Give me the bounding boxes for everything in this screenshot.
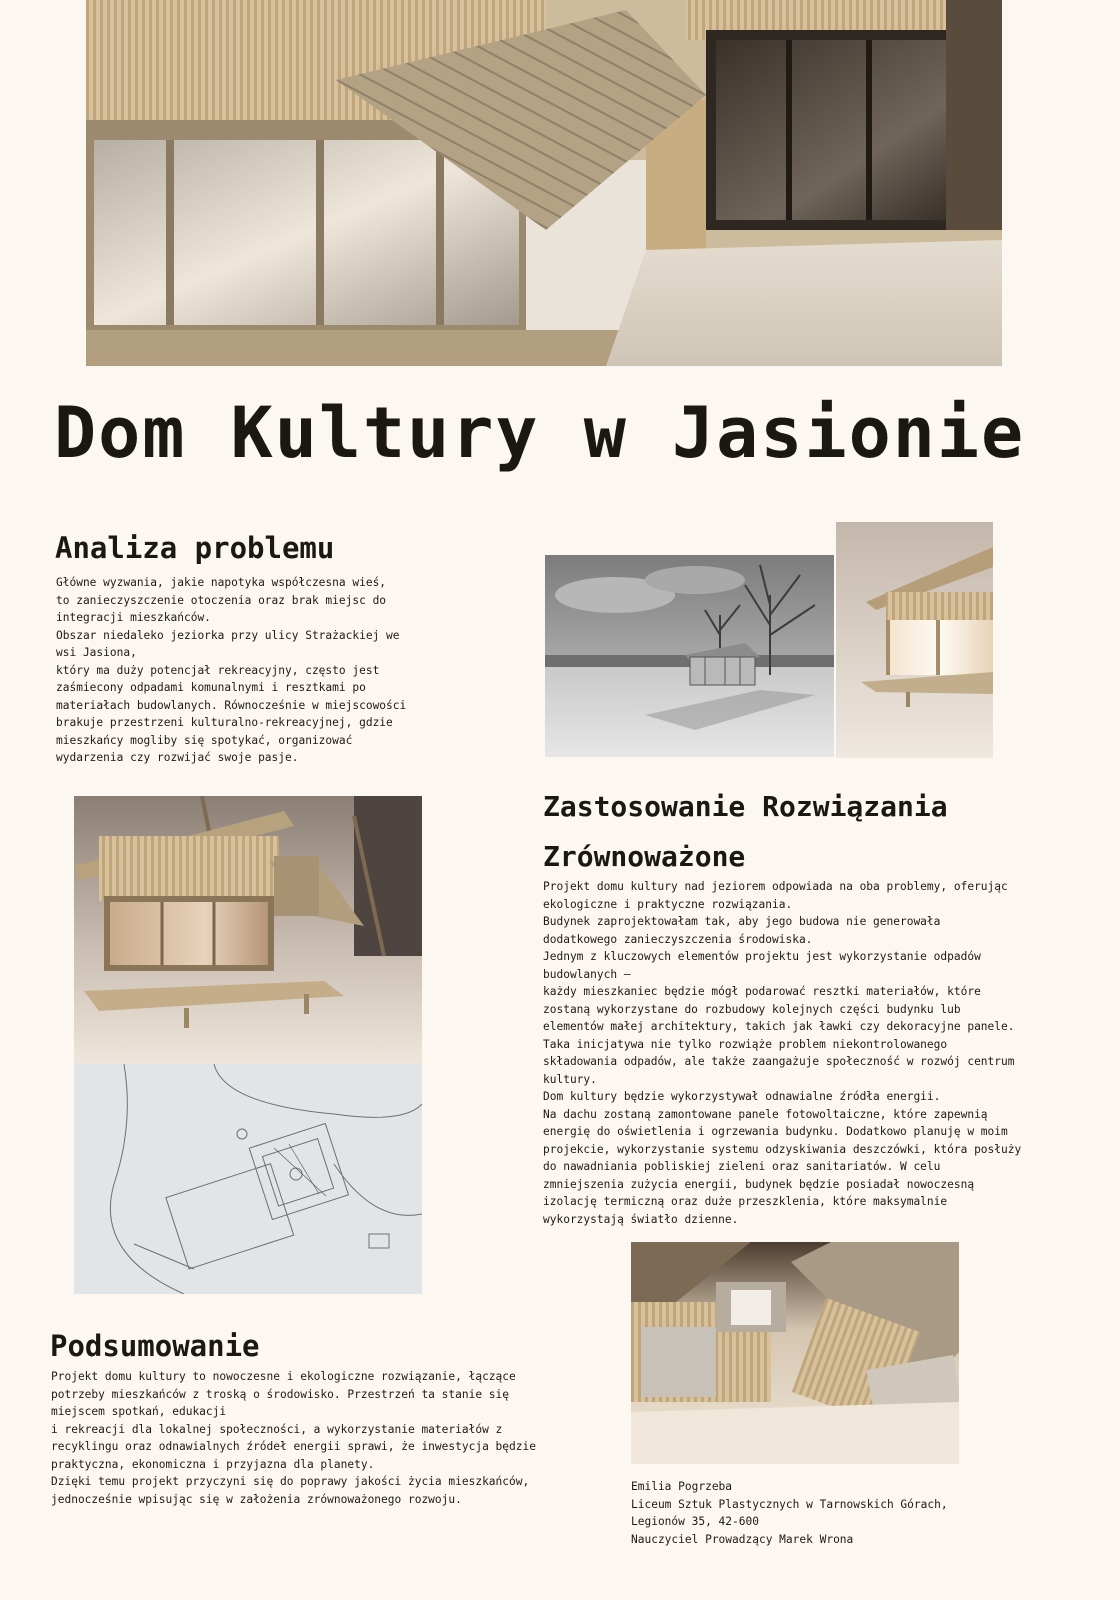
summary-text: Projekt domu kultury to nowoczesne i ekologiczne rozwiązanie, łączące potrzeby mieszkańców z troską o środowisko. Przestrzeń ta stanie się miejscem spotkań, edukacji i rekreacji dla lokalnej społeczności, a wykorzystanie materiałów z recyklingu oraz odnawialnych źródeł energii sprawi, że inwestycja będzie praktyczna, ekonomiczna i przyjazna dla planety. Dzięki temu projekt przyczyni się do poprawy jakości życia mieszkańców, jednocześnie wpisując się w założenia zrównoważonego rozwoju. bbox=[51, 1370, 536, 1506]
analysis-heading: Analiza problemu bbox=[55, 531, 335, 565]
credits-address: Legionów 35, 42-600 bbox=[631, 1515, 759, 1528]
credits-school: Liceum Sztuk Plastycznych w Tarnowskich Górach, bbox=[631, 1497, 948, 1511]
analysis-text: Główne wyzwania, jakie napotyka współczesna wieś, to zanieczyszczenie otoczenia oraz brak miejsc do integracji mieszkańców. Obszar niedaleko jeziorka przy ulicy Strażackiej we wsi Jasiona, który ma duży potencjał rekreacyjny, często jest zaśmiecony odpadami komunalnymi i resztkami po materiałach budowlanych. Równocześnie w miejscowości brakuje przestrzeni kulturalno-rekreacyjnej, gdzie mieszkańcy mogliby się spotykać, organizować wydarzenia czy rozwijać swoje pasje. bbox=[56, 576, 407, 764]
site-plan-drawing bbox=[74, 1064, 422, 1294]
hero-model-photo bbox=[86, 0, 1002, 366]
solution-heading-line1: Zastosowanie Rozwiązania bbox=[543, 790, 948, 823]
credits-teacher: Nauczyciel Prowadzący Marek Wrona bbox=[631, 1532, 854, 1546]
solution-text: Projekt domu kultury nad jeziorem odpowiada na oba problemy, oferując ekologiczne i praktyczne rozwiązania. Budynek zaprojektowałam tak, aby jego budowa nie generowała dodatkowego zanieczyszczenia środowiska. Jednym z kluczowych elementów projektu jest wykorzystanie odpadów budowlanych – każdy mieszkaniec będzie mógł podarować resztki materiałów, które zostaną wykorzystane do rozbudowy kolejnych części budynku lub elementów małej architektury, takich jak ławki czy dekoracyjne panele. Taka inicjatywa nie tylko rozwiąże problem niekontrolowanego składowania odpadów, ale także zaangażuje społeczność w rozwój centrum kultury. Dom kultury będzie wykorzystywał odnawialne źródła energii. Na dachu zostaną zamontowane panele fotowoltaiczne, które zapewnią energię do oświetlenia i ogrzewania budynku. Dodatkowo planuję w moim projekcie, wykorzystanie systemu odzyskiwania deszczówki, która posłuży do nawadniania pobliskiej zieleni oraz sanitariatów. W celu zmniejszenia zużycia energii, budynek będzie posiadał nowoczesną izolację termiczną oraz duże przeszklenia, które maksymalnie wykorzystają światło dzienne. bbox=[543, 880, 1022, 1226]
credits-author: Emilia Pogrzeba bbox=[631, 1480, 733, 1493]
site-sketch-photo bbox=[545, 555, 834, 757]
page-title: Dom Kultury w Jasionie bbox=[54, 392, 1026, 474]
model-photo-side bbox=[836, 522, 993, 758]
model-photo-left bbox=[74, 796, 422, 1064]
model-photo-bottom bbox=[631, 1242, 959, 1464]
credits bbox=[631, 1478, 1051, 1548]
solution-heading-line2: Zrównoważone bbox=[543, 840, 746, 873]
summary-heading: Podsumowanie bbox=[50, 1329, 260, 1363]
